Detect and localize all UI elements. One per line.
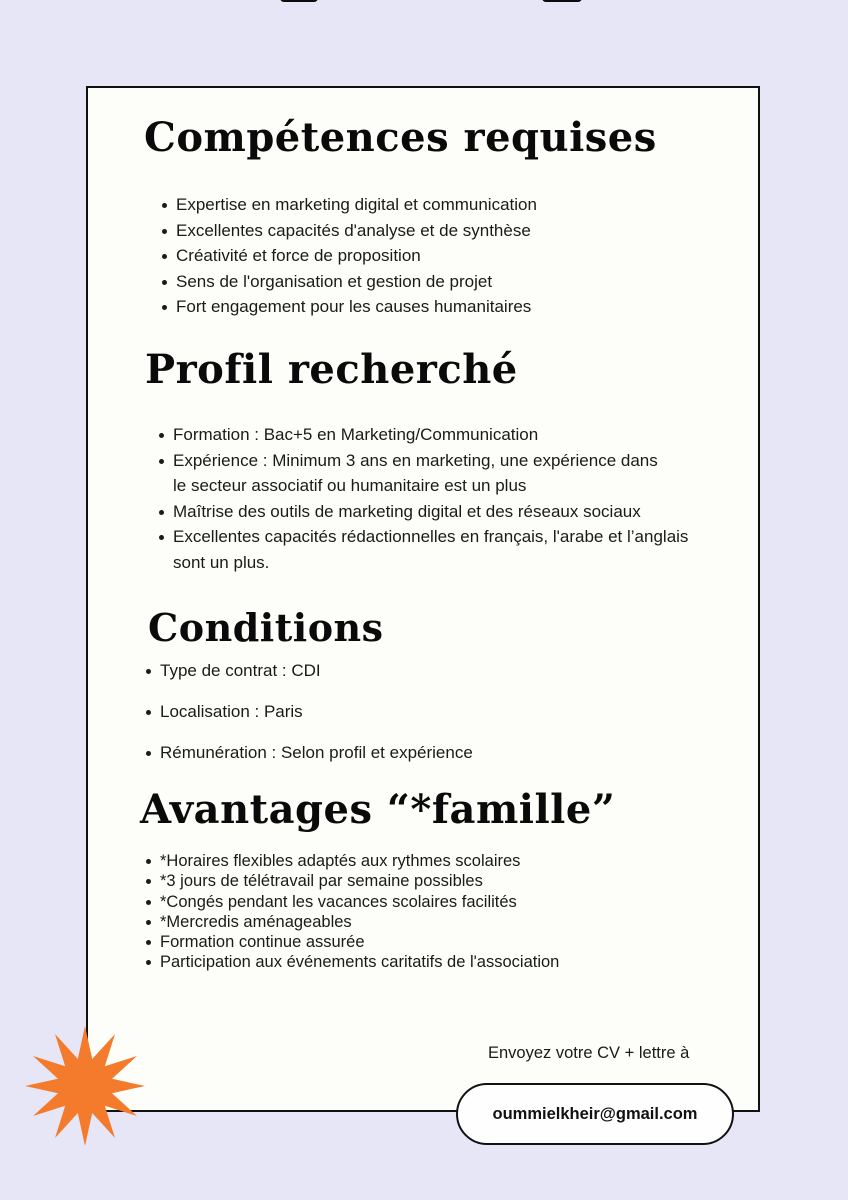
- conditions-list: [144, 661, 684, 784]
- list-item: Participation aux événements caritatifs de l'association: [144, 952, 704, 972]
- list-item: Excellentes capacités rédactionnelles en français, l'arabe et l’anglais sont un plus.: [157, 524, 693, 575]
- starburst-shape: [25, 1026, 145, 1146]
- list-item: Type de contrat : CDI: [144, 661, 684, 681]
- conditions-heading: Conditions: [148, 605, 384, 650]
- send-cv-prompt: Envoyez votre CV + lettre à: [488, 1044, 690, 1062]
- list-item: Rémunération : Selon profil et expérience: [144, 743, 684, 763]
- list-item: *Congés pendant les vacances scolaires facilités: [144, 892, 704, 912]
- cut-off-heading-remnant: [280, 0, 610, 8]
- list-item: Sens de l'organisation et gestion de projet: [160, 269, 720, 295]
- list-item: *3 jours de télétravail par semaine possibles: [144, 871, 704, 891]
- list-item: *Horaires flexibles adaptés aux rythmes scolaires: [144, 851, 704, 871]
- list-item: Formation : Bac+5 en Marketing/Communication: [157, 422, 697, 448]
- list-item: Localisation : Paris: [144, 702, 684, 722]
- profil-heading: Profil recherché: [145, 346, 518, 393]
- list-item: *Mercredis aménageables: [144, 912, 704, 932]
- list-item: Expérience : Minimum 3 ans en marketing, une expérience dans le secteur associatif ou humanitaire est un plus: [157, 448, 663, 499]
- list-item: Maîtrise des outils de marketing digital et des réseaux sociaux: [157, 499, 697, 525]
- profil-list: [157, 422, 697, 575]
- avantages-heading: Avantages “*famille”: [140, 786, 616, 833]
- email-link[interactable]: [456, 1083, 734, 1145]
- list-item: Fort engagement pour les causes humanitaires: [160, 294, 720, 320]
- competences-list: [160, 192, 720, 320]
- competences-heading: Compétences requises: [144, 114, 657, 161]
- list-item: Formation continue assurée: [144, 932, 704, 952]
- list-item: Excellentes capacités d'analyse et de synthèse: [160, 218, 720, 244]
- avantages-list: [144, 851, 704, 973]
- email-address: oummielkheir@gmail.com: [492, 1104, 698, 1123]
- list-item: Créativité et force de proposition: [160, 243, 720, 269]
- starburst-icon: [22, 1024, 148, 1148]
- list-item: Expertise en marketing digital et communication: [160, 192, 720, 218]
